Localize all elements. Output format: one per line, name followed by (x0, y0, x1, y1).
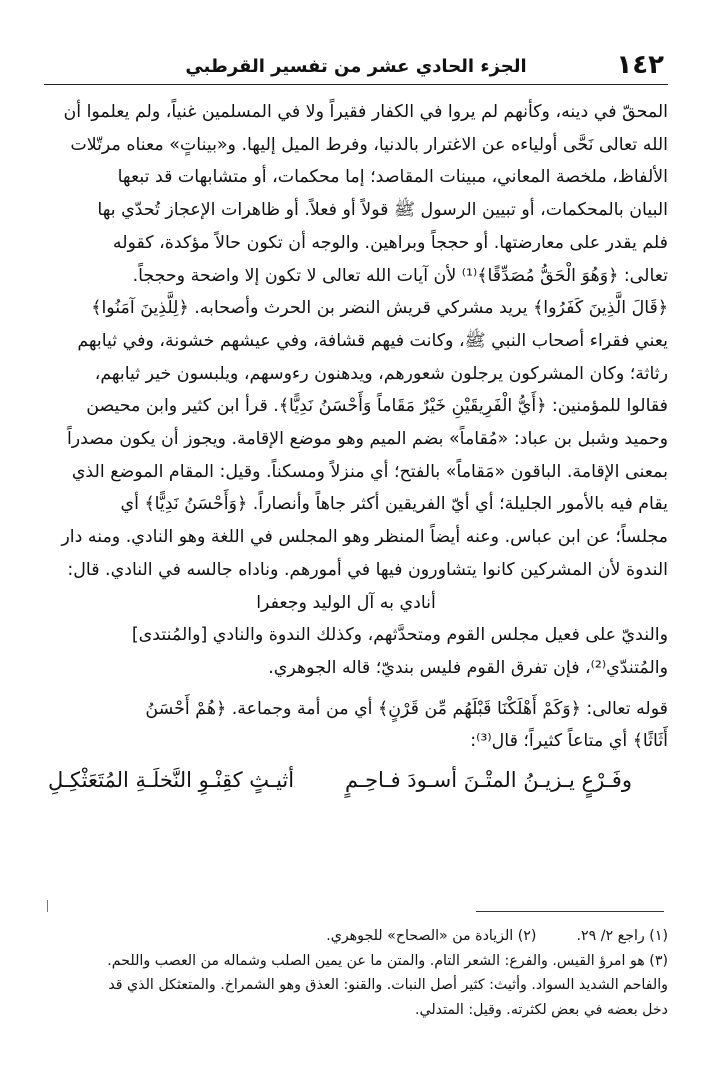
page-number: ١٤٢ (616, 50, 664, 80)
running-title: الجزء الحادي عشر من تفسير القرطبي (185, 56, 527, 77)
footnote-divider (476, 911, 664, 912)
text-line: والنديّ على فعيل مجلس القوم ومتحدَّثهم، وكذلك الندوة والنادي [والمُنتدى] (131, 625, 668, 646)
text-line: فقالوا للمؤمنين: ﴿أَيُّ الْفَرِيقَيْنِ خَيْرٌ مَقَاماً وَأَحْسَنُ نَدِيًّا﴾. قرأ ابن كثير وابن محيصن (86, 396, 668, 417)
text-line: الندوة لأن المشركين كانوا يتشاورون فيها في أمورهم. وناداه جالسه في النادي. قال: (67, 559, 668, 580)
text-line: بمعنى الإقامة. الباقون «مَقاماً» بالفتح؛ أي منزلاً ومسكناً. وقيل: المقام الموضع الذي (71, 461, 668, 482)
footnote-row (44, 924, 668, 949)
text-line: المحقّ في دينه، وكأنهم لم يروا في الكفار فقيراً ولا في المسلمين غنياً، ولم يعلموا أن (63, 102, 668, 122)
text-line: فلم يقدر على معارضتها. أو حججاً وبراهين. والوجه أن تكون حالاً مؤكدة، كقوله (112, 232, 668, 253)
text-line: والمُتندّي⁽²⁾، فإن تفرق القوم فليس بنديّ؛ قاله الجوهري. (268, 657, 668, 678)
poem-hemistich-first: وفَـرْعٍ يـزيـنُ المتْـنَ أسـودَ فـاحِـمٍ (344, 768, 632, 793)
text-line: أَثَاثًا﴾ أي متاعاً كثيراً؛ قال⁽³⁾: (470, 731, 668, 752)
text-line: رثاثة؛ وكان المشركون يرجلون شعورهم، ويدهنون رءوسهم، ويلبسون خير ثيابهم، (94, 363, 668, 384)
page-header (44, 48, 668, 85)
text-line: قوله تعالى: ﴿وَكَمْ أَهْلَكْنَا قَبْلَهُم مِّن قَرْنٍ﴾ أي من أمة وجماعة. ﴿هُمْ أَحْسَنُ (145, 698, 668, 719)
poem-hemistich-second: أثيـثٍ كقِنْـوِ النَّخلَـةِ المُتَعَثْكِـلِ (48, 768, 295, 793)
footnotes (44, 924, 668, 1022)
quoted-verse: أنادي به آل الوليد وجعفرا (256, 592, 436, 613)
text-line: ﴿قَالَ الَّذِينَ كَفَرُوا﴾ يريد مشركي قريش النضر بن الحرث وأصحابه. ﴿لِلَّذِينَ آمَنُوا﴾ (91, 298, 668, 319)
text-line: البيان بالمحكمات، أو تبيين الرسول ﷺ قولاً أو فعلاً. أو ظاهرات الإعجاز تُحدّي بها (97, 200, 668, 221)
print-mark (47, 900, 48, 912)
footnote-2: (٢) الزيادة من «الصحاح» للجوهري. (326, 928, 537, 944)
text-line: مجلساً؛ عن ابن عباس. وعنه أيضاً المنظر وهو المجلس في اللغة وهو النادي. ومنه دار (61, 527, 668, 548)
text-line: الله تعالى نَحَّى أولياءه عن الاغترار بالدنيا، وفرط الميل إليها. و«بيناتٍ» معناه مرتّلات (70, 134, 668, 155)
footnote-1: (١) راجع ٢/ ٢٩. (576, 928, 668, 944)
main-text (44, 96, 668, 797)
text-line: وحميد وشبل بن عباد: «مُقاماً» بضم الميم وهو موضع الإقامة. ويجوز أن يكون مصدراً (66, 429, 668, 450)
text-line: تعالى: ﴿وَهُوَ الْحَقُّ مُصَدِّقًا﴾⁽¹⁾ لأن آيات الله تعالى لا تكون إلا واضحة وحججاً. (132, 265, 668, 286)
footnote-3-line: دخل بعضه في بعض لكثرته. وقيل: المتدلي. (415, 1001, 668, 1018)
footnote-3-line: والفاحم الشديد السواد. وأثيث: كثير أصل النبات. والقنو: العذق وهو الشمراخ. والمتعثكل الذي قد (108, 977, 668, 993)
footnote-3-line: (٣) هو امرؤ القيس. والفرع: الشعر التام. والمتن ما عن يمين الصلب وشماله من العصب واللحم. (107, 952, 668, 969)
text-line: يعني فقراء أصحاب النبي ﷺ، وكانت فيهم قشافة، وفي عيشهم خشونة، وفي ثيابهم (77, 330, 668, 351)
text-line: يقام فيه بالأمور الجليلة؛ أي أيّ الفريقين أكثر جاهاً وأنصاراً. ﴿وَأَحْسَنُ نَدِيًّا﴾ أي (120, 494, 668, 515)
text-line: الألفاظ، ملخصة المعاني، مبينات المقاصد؛ إما محكمات، أو متشابهات قد تبعها (117, 167, 668, 188)
poem-couplet (44, 764, 668, 797)
